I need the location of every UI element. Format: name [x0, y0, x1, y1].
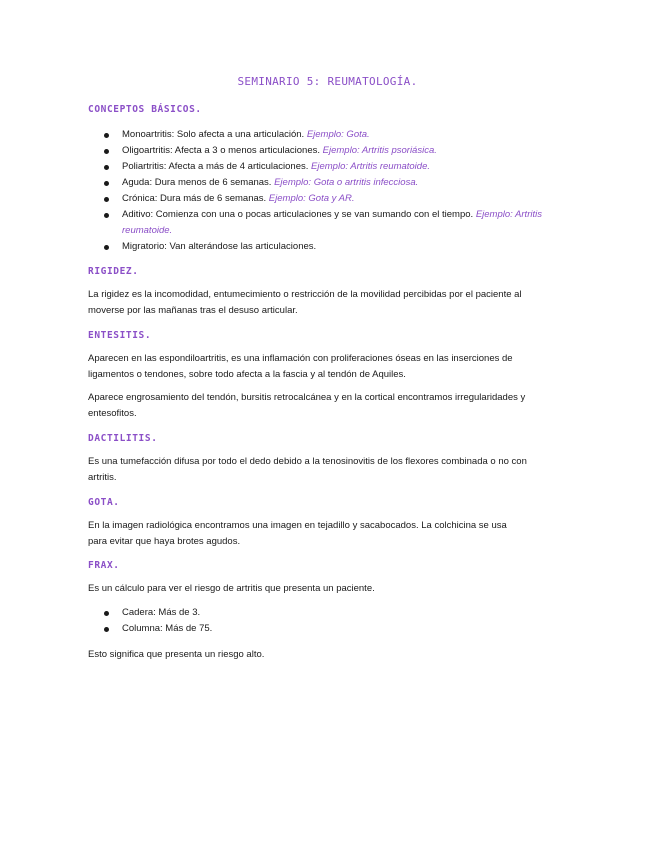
- item-text: Aguda: Dura menos de 6 semanas.: [122, 177, 275, 188]
- item-example: Ejemplo: Artritis reumatoide.: [311, 161, 430, 172]
- conceptos-list: [104, 127, 544, 255]
- item-example: Ejemplo: Gota o artritis infecciosa.: [274, 177, 419, 188]
- heading-frax: FRAX.: [88, 560, 120, 571]
- heading-rigidez: RIGIDEZ.: [88, 266, 139, 277]
- item-text: Oligoartritis: Afecta a 3 o menos articulaciones.: [122, 145, 323, 156]
- frax-intro: Es un cálculo para ver el riesgo de artritis que presenta un paciente.: [88, 583, 375, 594]
- list-item: [104, 159, 544, 175]
- item-text: Crónica: Dura más de 6 semanas.: [122, 193, 269, 204]
- item-text: Cadera: Más de 3.: [122, 607, 201, 618]
- item-text: Monoartritis: Solo afecta a una articulación.: [122, 129, 307, 140]
- frax-outro: Esto significa que presenta un riesgo alto.: [88, 649, 265, 660]
- list-item: [104, 621, 544, 637]
- entesitis-paragraph-2: Aparece engrosamiento del tendón, bursitis retrocalcánea y en la cortical encontramos irregularidades y entesofitos.: [88, 392, 526, 419]
- item-example: Ejemplo: Artritis psoriásica.: [322, 145, 437, 156]
- gota-text: En la imagen radiológica encontramos una imagen en tejadillo y sacabocados. La colchicina se usa para evitar que haya brotes agudos.: [88, 520, 507, 547]
- item-text: Columna: Más de 75.: [122, 623, 213, 634]
- bullet-icon: [104, 611, 109, 616]
- item-example: Ejemplo: Artritis reumatoide.: [122, 209, 542, 236]
- bullet-icon: [104, 197, 109, 202]
- list-item: [104, 605, 544, 621]
- bullet-icon: [104, 627, 109, 632]
- list-item: [104, 239, 544, 255]
- list-item: [104, 143, 544, 159]
- bullet-icon: [104, 181, 109, 186]
- heading-conceptos: CONCEPTOS BÁSICOS.: [88, 104, 202, 115]
- bullet-icon: [104, 133, 109, 138]
- document-title: SEMINARIO 5: REUMATOLOGÍA.: [237, 75, 418, 88]
- bullet-icon: [104, 149, 109, 154]
- dactilitis-text: Es una tumefacción difusa por todo el dedo debido a la tenosinovitis de los flexores combinada o no con artritis.: [88, 456, 527, 483]
- frax-list: [104, 605, 544, 637]
- item-example: Ejemplo: Gota.: [306, 129, 370, 140]
- rigidez-text: La rigidez es la incomodidad, entumecimiento o restricción de la movilidad percibidas por el paciente al moverse por las mañanas tras el desuso articular.: [88, 289, 522, 316]
- bullet-icon: [104, 213, 109, 218]
- heading-entesitis: ENTESITIS.: [88, 330, 152, 341]
- bullet-icon: [104, 245, 109, 250]
- item-text: Aditivo: Comienza con una o pocas articulaciones y se van sumando con el tiempo.: [122, 209, 476, 220]
- list-item: [104, 175, 544, 191]
- heading-dactilitis: DACTILITIS.: [88, 433, 158, 444]
- list-item: [104, 207, 544, 239]
- bullet-icon: [104, 165, 109, 170]
- list-item: [104, 127, 544, 143]
- heading-gota: GOTA.: [88, 497, 120, 508]
- item-text: Poliartritis: Afecta a más de 4 articulaciones.: [122, 161, 312, 172]
- item-text: Migratorio: Van alterándose las articulaciones.: [122, 241, 317, 252]
- entesitis-paragraph-1: Aparecen en las espondiloartritis, es una inflamación con proliferaciones óseas en las inserciones de ligamentos o tendones, sobre todo afecta a la fascia y al tendón de Aquiles.: [88, 353, 513, 380]
- item-example: Ejemplo: Gota y AR.: [268, 193, 355, 204]
- list-item: [104, 191, 544, 207]
